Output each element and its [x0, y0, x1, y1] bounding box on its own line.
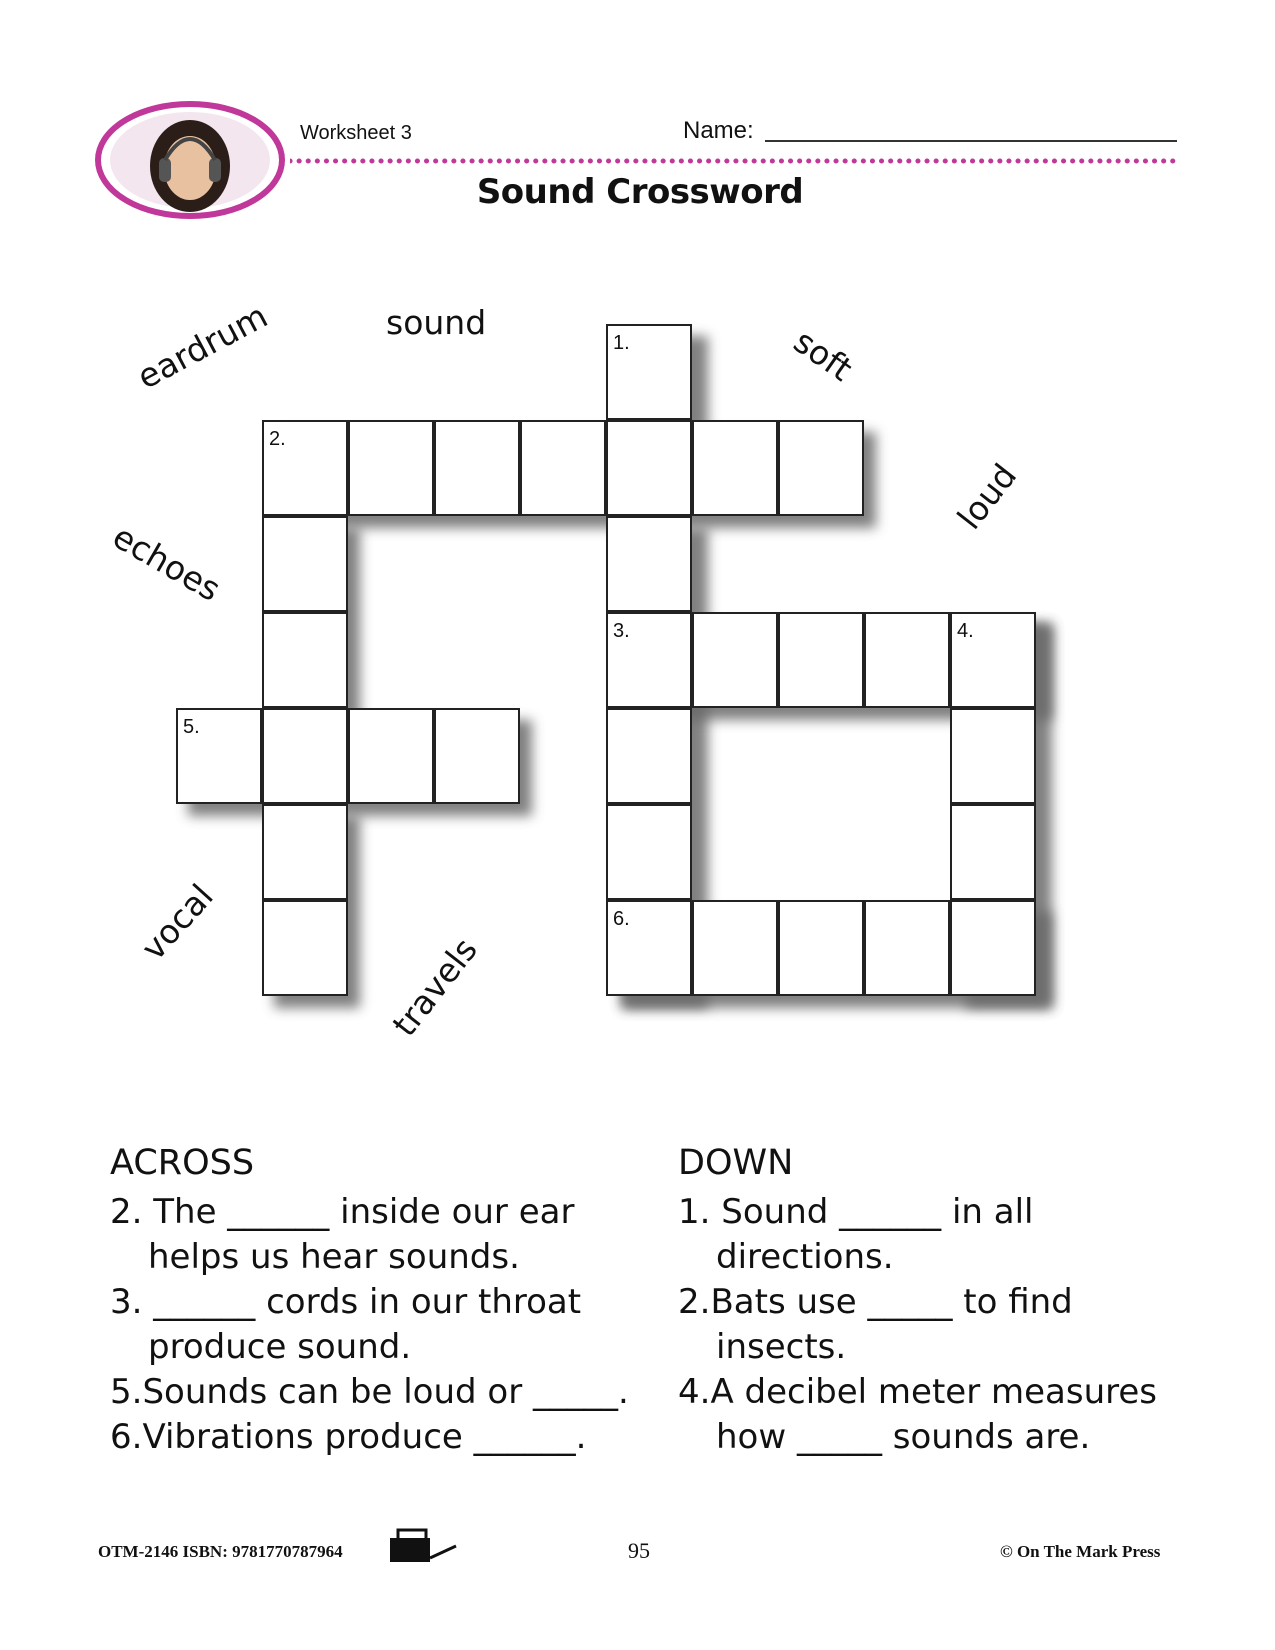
clue-text-continued: helps us hear sounds.: [148, 1237, 520, 1277]
crossword-cell[interactable]: [950, 900, 1036, 996]
footer-isbn: OTM-2146 ISBN: 9781770787964: [98, 1542, 343, 1561]
crossword-cell[interactable]: [778, 612, 864, 708]
clue-text-continued: how _____ sounds are.: [716, 1417, 1091, 1457]
crossword-cell[interactable]: [262, 804, 348, 900]
crossword-cell[interactable]: [606, 612, 692, 708]
word-bank-travels: travels: [384, 930, 485, 1044]
clue-text: Vibrations produce ______.: [142, 1417, 587, 1457]
clue-text-continued: insects.: [716, 1327, 847, 1367]
header-photo-frame: [95, 100, 285, 220]
crossword-cell[interactable]: [262, 612, 348, 708]
clue-number: 5.: [183, 716, 200, 738]
footer-copyright: © On The Mark Press: [1000, 1542, 1161, 1561]
crossword-cell[interactable]: [950, 804, 1036, 900]
crossword-cell[interactable]: [606, 900, 692, 996]
clue-text: Sounds can be loud or _____.: [142, 1372, 629, 1412]
clue-text: A decibel meter measures: [710, 1372, 1157, 1412]
clue-text: ______ cords in our throat: [153, 1282, 582, 1322]
name-label: Name:: [683, 117, 754, 144]
clue-number: 2.: [678, 1282, 711, 1322]
crossword-cell[interactable]: [606, 804, 692, 900]
clue-down-2: [678, 1280, 1198, 1325]
crossword-cell[interactable]: [262, 900, 348, 996]
word-bank-echoes: echoes: [106, 516, 228, 609]
clue-number: 5.: [110, 1372, 143, 1412]
down-clues: [678, 1190, 1198, 1460]
across-heading: ACROSS: [110, 1143, 255, 1183]
worksheet-label: Worksheet 3: [300, 122, 412, 144]
clue-text: Sound ______ in all: [721, 1192, 1034, 1232]
crossword-cell[interactable]: [176, 708, 262, 804]
clue-across-5: [110, 1370, 670, 1415]
crossword-cell[interactable]: [778, 900, 864, 996]
clue-down-1: [678, 1190, 1198, 1235]
crossword-cell[interactable]: [692, 420, 778, 516]
word-bank-loud: loud: [949, 456, 1025, 537]
page-number: 95: [628, 1538, 650, 1563]
crossword-cell[interactable]: [950, 708, 1036, 804]
crossword-cell[interactable]: [520, 420, 606, 516]
crossword-cell[interactable]: [262, 708, 348, 804]
word-bank-sound: sound: [386, 303, 487, 342]
crossword-cell[interactable]: [864, 612, 950, 708]
crossword-cell[interactable]: [950, 612, 1036, 708]
crossword-cell[interactable]: [348, 420, 434, 516]
clue-number: 6.: [110, 1417, 143, 1457]
crossword-cell[interactable]: [262, 516, 348, 612]
crossword-cell[interactable]: [606, 516, 692, 612]
crossword-cell[interactable]: [348, 708, 434, 804]
crossword-cell[interactable]: [606, 324, 692, 420]
crossword-cell[interactable]: [606, 708, 692, 804]
clue-down-4: [678, 1370, 1198, 1415]
clue-number: 2.: [269, 428, 286, 450]
crossword-cell[interactable]: [692, 612, 778, 708]
crossword-cell[interactable]: [262, 420, 348, 516]
crossword-cell[interactable]: [606, 420, 692, 516]
clue-text: Bats use _____ to find: [710, 1282, 1073, 1322]
clue-across-3: [110, 1280, 670, 1325]
dotted-divider: [290, 158, 1180, 164]
word-bank-soft: soft: [786, 321, 860, 389]
publisher-logo-icon: [388, 1528, 462, 1564]
clue-number: 1.: [613, 332, 630, 354]
name-input-line[interactable]: [765, 140, 1177, 142]
clue-number: 6.: [613, 908, 630, 930]
word-bank-eardrum: eardrum: [130, 296, 274, 397]
across-clues: [110, 1190, 670, 1460]
crossword-cell[interactable]: [434, 420, 520, 516]
clue-text-continued: directions.: [716, 1237, 894, 1277]
clue-number: 4.: [957, 620, 974, 642]
down-heading: DOWN: [678, 1143, 794, 1183]
page-title: Sound Crossword: [476, 172, 804, 212]
clue-number: 4.: [678, 1372, 711, 1412]
clue-across-6: [110, 1415, 670, 1460]
clue-across-2: [110, 1190, 670, 1235]
clue-text-continued: produce sound.: [148, 1327, 412, 1367]
clue-number: 3.: [110, 1282, 143, 1322]
clue-number: 2.: [110, 1192, 143, 1232]
clue-number: 3.: [613, 620, 630, 642]
crossword-cell[interactable]: [434, 708, 520, 804]
word-bank-vocal: vocal: [133, 876, 221, 968]
crossword-cell[interactable]: [692, 900, 778, 996]
crossword-cell[interactable]: [778, 420, 864, 516]
clue-text: The ______ inside our ear: [153, 1192, 575, 1232]
clue-number: 1.: [678, 1192, 711, 1232]
crossword-cell[interactable]: [864, 900, 950, 996]
